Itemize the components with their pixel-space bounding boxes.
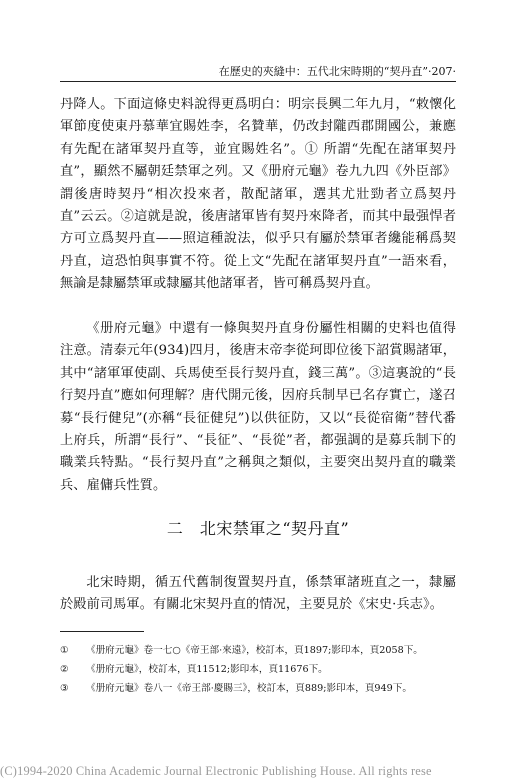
footnote-3	[60, 679, 456, 698]
paragraph-1-text: 丹降人。下面這條史料說得更爲明白：明宗長興二年九月，“敕懷化軍節度使東丹慕華宜賜姓李，名贊華，仍改封隴西郡開國公，兼應有先配在諸軍契丹直等，並宜賜姓名”。① 所謂“先配在諸軍契丹直”，顯然不屬朝廷禁軍之列。又《册府元龜》卷九九四《外臣部》謂後唐時契丹“相次投來者，散配諸軍，選其尤壯勁者立爲契丹直”云云。②這就是說，後唐諸軍皆有契丹來降者，而其中最强悍者方可立爲契丹直——照這種說法，似乎只有屬於禁軍者纔能稱爲契丹直，這恐怕與事實不符。從上文“先配在諸軍契丹直”一語來看，無論是隸屬禁軍或隸屬其他諸軍者，皆可稱爲契丹直。	[60, 97, 456, 292]
paragraph-1	[60, 94, 456, 296]
paragraph-3	[60, 572, 456, 617]
copyright-watermark: (C)1994-2020 China Academic Journal Electronic Publishing House. All rights rese	[0, 764, 432, 778]
footnotes	[60, 641, 456, 698]
footnote-1	[60, 641, 456, 660]
paragraph-3-text: 北宋時期，循五代舊制復置契丹直，係禁軍諸班直之一，隸屬於殿前司馬軍。有關北宋契丹直的情况，主要見於《宋史·兵志》。	[60, 575, 456, 613]
footnote-1-text: 《册府元龜》卷一七○《帝王部·來遠》，校訂本，頁1897;影印本，頁2058下。	[86, 645, 423, 656]
footnote-2-mark: ②	[60, 664, 69, 675]
paragraph-2	[60, 318, 456, 497]
footnote-1-mark: ①	[60, 645, 69, 656]
header-rule	[60, 81, 456, 82]
section-heading: 二 北宋禁軍之“契丹直”	[166, 519, 350, 538]
footnote-rule	[60, 631, 144, 632]
running-header: 在歷史的夾縫中：五代北宋時期的“契丹直”·207·	[218, 65, 456, 78]
footnote-3-text: 《册府元龜》卷八一《帝王部·慶賜三》，校訂本，頁889;影印本，頁949下。	[86, 683, 412, 694]
paragraph-2-text: 《册府元龜》中還有一條與契丹直身份屬性相關的史料也值得注意。清泰元年(934)四月，後唐末帝李從珂即位後下詔賞賜諸軍，其中“諸軍軍使副、兵馬使至長行契丹直，錢三萬”。③這裏說的“長行契丹直”應如何理解？唐代開元後，因府兵制早已名存實亡，遂召募“長行健兒”(亦稱“長征健兒”)以供征防，又以“長從宿衛”替代番上府兵，所謂“長行”、“長征”、“長從”者，都强調的是募兵制下的職業兵特點。“長行契丹直”之稱與之類似，主要突出契丹直的職業兵、雇傭兵性質。	[60, 321, 456, 493]
footnote-2-text: 《册府元龜》，校訂本，頁11512;影印本，頁11676下。	[86, 664, 328, 675]
footnote-3-mark: ③	[60, 683, 69, 694]
footnote-2	[60, 660, 456, 679]
